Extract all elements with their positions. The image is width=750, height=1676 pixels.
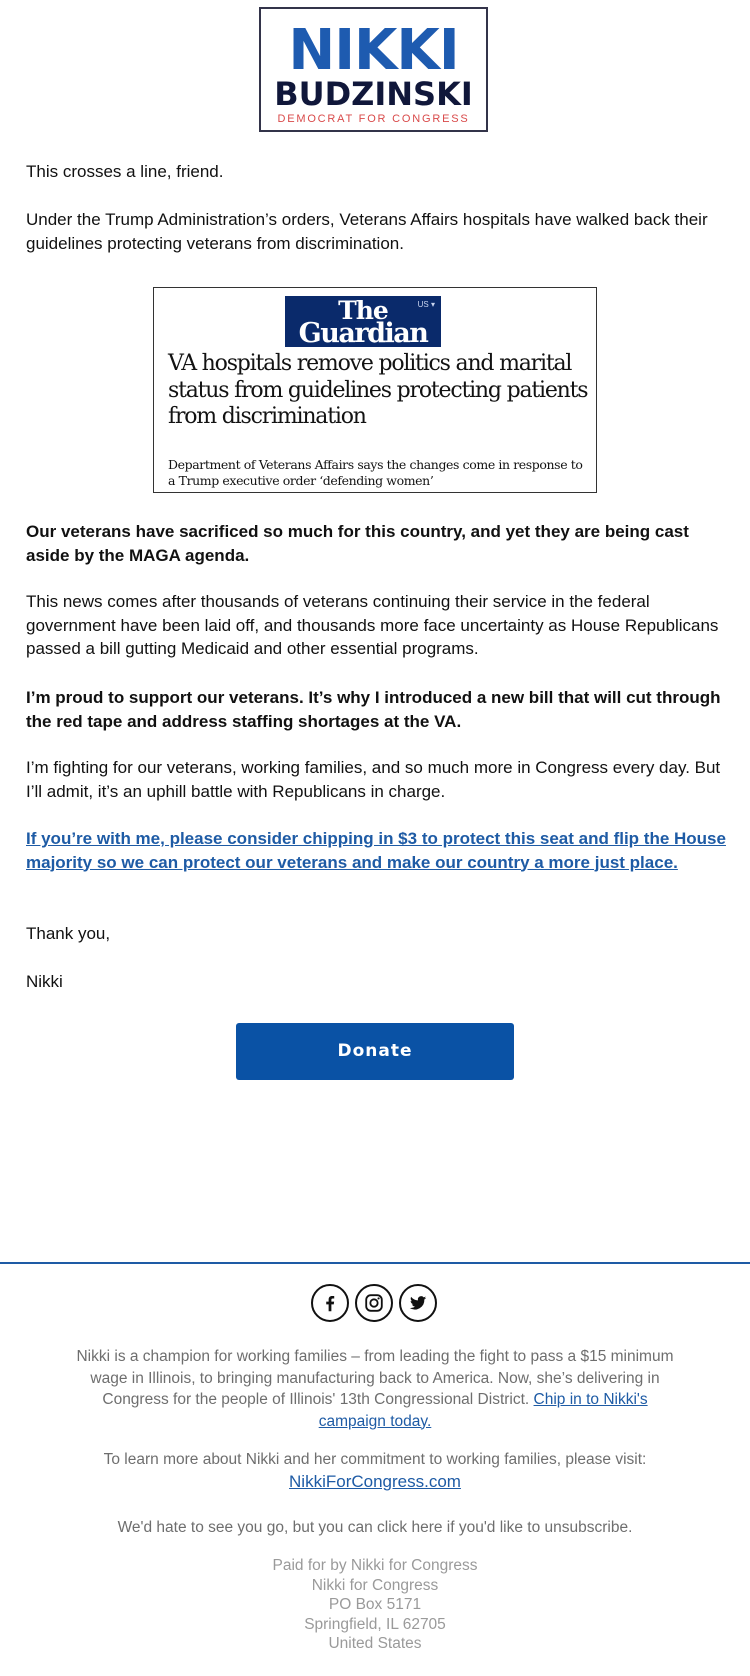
footer-about-text: Nikki is a champion for working families – from leading the fight to pass a $15 minimum wage in Illinois, to bringing manufacturing back to America. Now, she’s delivering in Congress for the people of Illinois' 13th Congressional District. <box>76 1348 674 1408</box>
fighting-paragraph: I’m fighting for our veterans, working families, and so much more in Congress every day. But I’ll admit, it’s an uphill battle with Republicans in charge. <box>26 758 721 801</box>
bold-paragraph-veterans: Our veterans have sacrificed so much for this country, and yet they are being cast aside by the MAGA agenda. <box>26 522 689 565</box>
footer-divider <box>0 1262 750 1264</box>
masthead-guardian: Guardian <box>298 318 428 349</box>
cta-paragraph <box>26 827 726 874</box>
twitter-link[interactable] <box>399 1284 437 1322</box>
website-link[interactable]: NikkiForCongress.com <box>289 1471 461 1491</box>
unsubscribe-text[interactable]: We'd hate to see you go, but you can click here if you'd like to unsubscribe. <box>117 1519 633 1536</box>
footer-learn-more <box>75 1449 675 1493</box>
paid-for-text: Paid for by Nikki for Congress <box>272 1557 478 1574</box>
greeting: This crosses a line, friend. <box>26 162 224 181</box>
learn-more-text: To learn more about Nikki and her commitment to working families, please visit: <box>103 1451 647 1468</box>
facebook-link[interactable] <box>311 1284 349 1322</box>
logo-first-name: NIKKI <box>288 18 459 83</box>
chip-in-link[interactable]: Chip in to Nikki's campaign today. <box>318 1391 648 1430</box>
guardian-masthead <box>285 296 441 347</box>
campaign-logo[interactable] <box>259 7 488 132</box>
article-standfirst: Department of Veterans Affairs says the changes come in response to a Trump executive order ‘defending women’ <box>168 457 583 488</box>
donate-button[interactable]: Donate <box>236 1023 514 1080</box>
instagram-icon <box>363 1292 385 1314</box>
logo-last-name: BUDZINSKI <box>274 75 473 113</box>
facebook-icon <box>319 1292 341 1314</box>
signoff: Thank you, <box>26 924 111 943</box>
logo-tagline: DEMOCRAT FOR CONGRESS <box>277 113 470 125</box>
instagram-link[interactable] <box>355 1284 393 1322</box>
org-name: Nikki for Congress <box>311 1576 439 1594</box>
masthead-the: The <box>338 296 388 325</box>
intro-paragraph: Under the Trump Administration’s orders, Veterans Affairs hospitals have walked back their guidelines protecting veterans from discrimination. <box>26 210 708 253</box>
bold-paragraph-bill: I’m proud to support our veterans. It’s why I introduced a new bill that will cut through the red tape and address staffing shortages at the VA. <box>26 688 721 731</box>
footer-about <box>75 1346 675 1432</box>
guardian-article-image[interactable] <box>153 287 597 493</box>
edition-label: US ▾ <box>417 300 435 309</box>
twitter-icon <box>407 1292 429 1314</box>
city-state-zip: Springfield, IL 62705 <box>304 1615 446 1633</box>
signature: Nikki <box>26 972 63 991</box>
donate-ask-link[interactable]: If you’re with me, please consider chipping in $3 to protect this seat and flip the House majority so we can protect our veterans and make our country a more just place. <box>26 829 726 872</box>
news-paragraph: This news comes after thousands of veterans continuing their service in the federal government have been laid off, and thousands more face uncertainty as House Republicans passed a bill gutting Medicaid and other essential programs. <box>26 592 719 658</box>
footer-address <box>175 1556 575 1654</box>
country: United States <box>328 1635 422 1652</box>
article-headline: VA hospitals remove politics and marital status from guidelines protecting patients from discrimination <box>168 351 588 429</box>
po-box: PO Box 5171 <box>328 1596 422 1613</box>
